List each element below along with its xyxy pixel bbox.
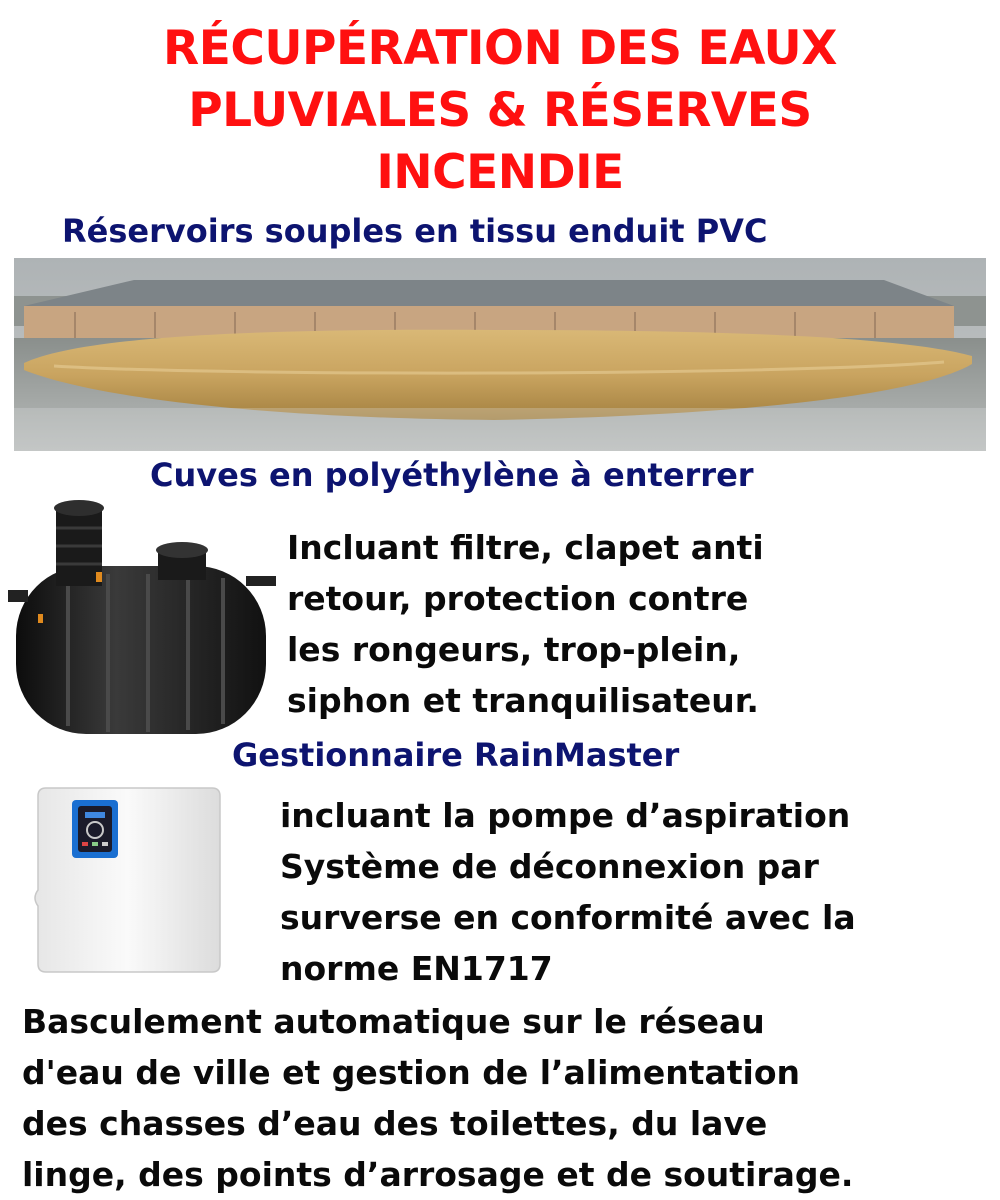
- rm-desc-line-2: Système de déconnexion par: [280, 847, 819, 886]
- bladder-tank-photo: [14, 258, 986, 451]
- footer-line-3: des chasses d’eau des toilettes, du lave: [22, 1104, 768, 1143]
- rainmaster-description: [280, 790, 856, 994]
- heading-rainmaster: Gestionnaire RainMaster: [232, 736, 680, 774]
- rainmaster-unit-image: [32, 786, 226, 974]
- pe-desc-line-4: siphon et tranquilisateur.: [287, 681, 759, 720]
- heading-pvc-reservoirs: Réservoirs souples en tissu enduit PVC: [62, 212, 768, 250]
- footer-line-2: d'eau de ville et gestion de l’alimentation: [22, 1053, 800, 1092]
- pe-desc-line-1: Incluant filtre, clapet anti: [287, 528, 764, 567]
- title-line-2: PLUVIALES & RÉSERVES: [188, 83, 812, 138]
- pe-desc-line-2: retour, protection contre: [287, 579, 749, 618]
- rm-desc-line-1: incluant la pompe d’aspiration: [280, 796, 851, 835]
- title-line-3: INCENDIE: [376, 145, 624, 200]
- title-line-1: RÉCUPÉRATION DES EAUX: [163, 21, 837, 76]
- rm-desc-line-3: surverse en conformité avec la: [280, 898, 856, 937]
- footer-line-4: linge, des points d’arrosage et de soutirage.: [22, 1155, 854, 1194]
- footer-description: [22, 996, 853, 1200]
- polyethylene-tank-description: [287, 522, 764, 726]
- rm-desc-line-4: norme EN1717: [280, 949, 553, 988]
- polyethylene-tank-image: [8, 498, 276, 742]
- pe-desc-line-3: les rongeurs, trop-plein,: [287, 630, 741, 669]
- footer-line-1: Basculement automatique sur le réseau: [22, 1002, 765, 1041]
- page-title: [0, 18, 1000, 204]
- heading-polyethylene-tanks: Cuves en polyéthylène à enterrer: [150, 456, 754, 494]
